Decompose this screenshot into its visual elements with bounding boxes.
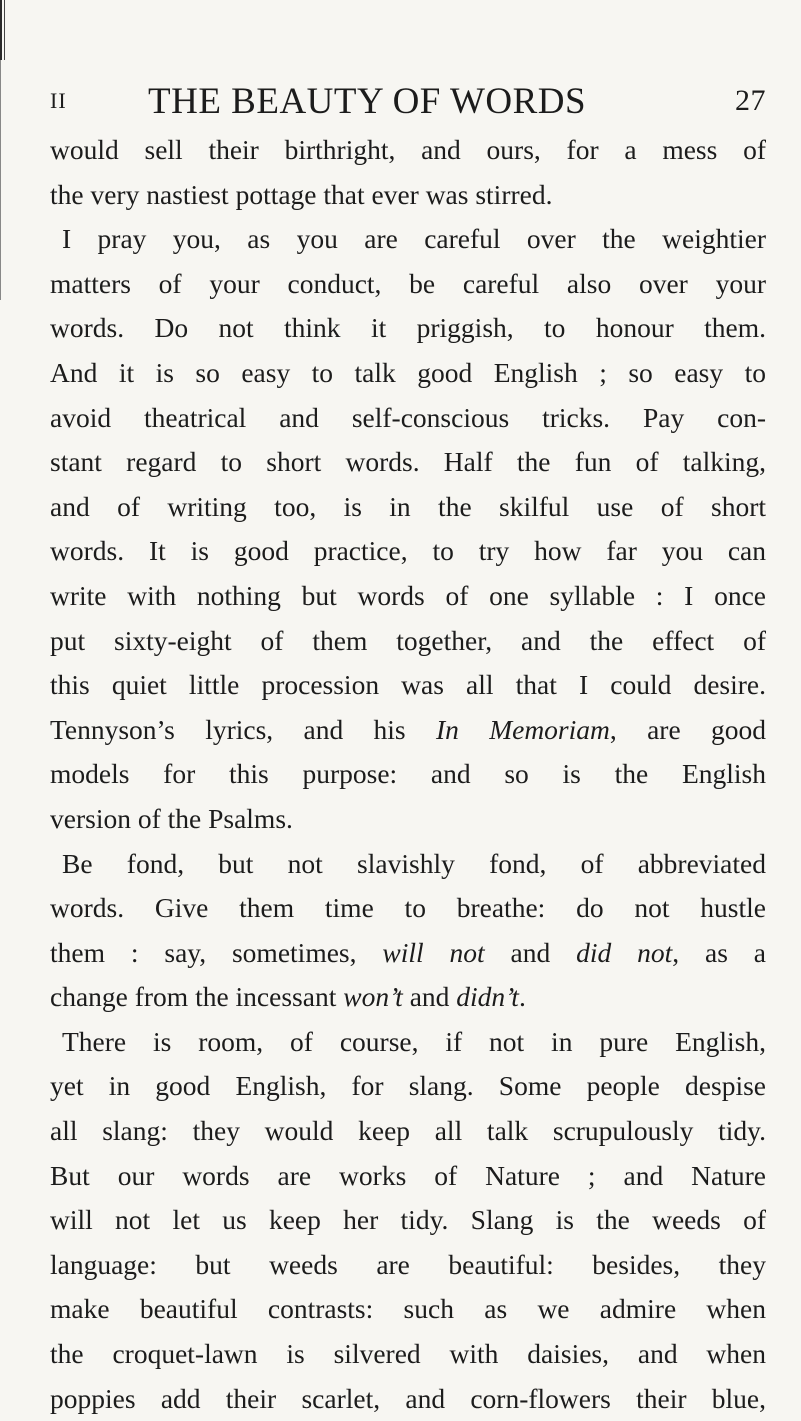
text-run: the croquet-lawn is silvered with daisies, and when (50, 1338, 766, 1370)
page-edge-line (0, 60, 4, 300)
text-run: the very nastiest pottage that ever was stirred. (50, 178, 553, 210)
text-run: avoid theatrical and self-conscious tricks. Pay con- (50, 401, 766, 433)
text-run: change from the incessant (50, 981, 344, 1013)
text-run: and (484, 936, 577, 968)
text-run: . (518, 981, 526, 1013)
text-run: Tennyson’s lyrics, and his (50, 713, 436, 745)
text-run: And it is so easy to talk good English ; so easy to (50, 356, 766, 388)
text-line (50, 440, 766, 485)
text-run: , are good (609, 713, 766, 745)
text-run: models for this purpose: and so is the English (50, 758, 766, 790)
italic-title: In Memoriam (435, 713, 610, 745)
body-text (50, 128, 766, 1421)
text-line (50, 1243, 766, 1288)
text-run: Be fond, but not slavishly fond, of abbreviated (62, 847, 766, 879)
text-run: words. Give them time to breathe: do not hustle (50, 892, 766, 924)
text-line (50, 886, 766, 931)
italic-phrase: didn’t (456, 981, 519, 1013)
text-run: yet in good English, for slang. Some people despise (50, 1070, 766, 1102)
text-run: make beautiful contrasts: such as we admire when (50, 1293, 766, 1325)
text-run: language: but weeds are beautiful: besides, they (50, 1248, 766, 1280)
text-line (50, 842, 766, 887)
text-run: There is room, of course, if not in pure English, (62, 1025, 766, 1057)
text-line (50, 752, 766, 797)
text-line (50, 1377, 766, 1421)
text-line (50, 1064, 766, 1109)
text-run: , as a (672, 936, 766, 968)
text-line (50, 1332, 766, 1377)
text-line (50, 1020, 766, 1065)
text-run: But our words are works of Nature ; and Nature (50, 1159, 766, 1191)
text-line (50, 663, 766, 708)
running-title: THE BEAUTY OF WORDS (148, 81, 587, 122)
text-run: words. Do not think it priggish, to honour them. (50, 312, 766, 344)
text-line (50, 485, 766, 530)
text-run: write with nothing but words of one syllable : I once (50, 579, 766, 611)
text-run: this quiet little procession was all that I could desire. (50, 669, 766, 701)
text-line (50, 1198, 766, 1243)
text-line (50, 1154, 766, 1199)
italic-phrase: did not (576, 936, 673, 968)
text-line (50, 351, 766, 396)
text-run: put sixty-eight of them together, and the effect of (50, 624, 766, 656)
chapter-number: II (50, 88, 67, 113)
text-line (50, 396, 766, 441)
text-run: words. It is good practice, to try how far you can (50, 535, 766, 567)
text-line (50, 173, 766, 218)
text-run: matters of your conduct, be careful also over your (50, 267, 766, 299)
text-line (50, 574, 766, 619)
text-run: all slang: they would keep all talk scrupulously tidy. (50, 1115, 766, 1147)
text-run: them : say, sometimes, (50, 936, 383, 968)
text-line (50, 975, 766, 1020)
text-line (50, 708, 766, 753)
text-line (50, 1109, 766, 1154)
page-number: 27 (735, 84, 766, 117)
running-header (50, 70, 766, 130)
text-run: would sell their birthright, and ours, for a mess of (50, 134, 766, 165)
text-run: and of writing too, is in the skilful use of short (50, 490, 766, 522)
text-run: poppies add their scarlet, and corn-flowers their blue, (50, 1382, 766, 1414)
text-line (50, 128, 766, 173)
text-run: stant regard to short words. Half the fun of talking, (50, 446, 766, 478)
page-edge-shadow (0, 0, 7, 60)
text-line (50, 1287, 766, 1332)
text-line (50, 619, 766, 664)
text-line (50, 217, 766, 262)
italic-phrase: won’t (343, 981, 403, 1013)
italic-phrase: will not (382, 936, 485, 968)
text-line (50, 797, 766, 842)
text-line (50, 306, 766, 351)
text-run: and (402, 981, 457, 1013)
text-run: version of the Psalms. (50, 802, 293, 834)
text-line (50, 931, 766, 976)
text-run: I pray you, as you are careful over the weightier (62, 223, 766, 255)
text-line (50, 529, 766, 574)
text-line (50, 262, 766, 307)
text-run: will not let us keep her tidy. Slang is the weeds of (50, 1204, 766, 1236)
